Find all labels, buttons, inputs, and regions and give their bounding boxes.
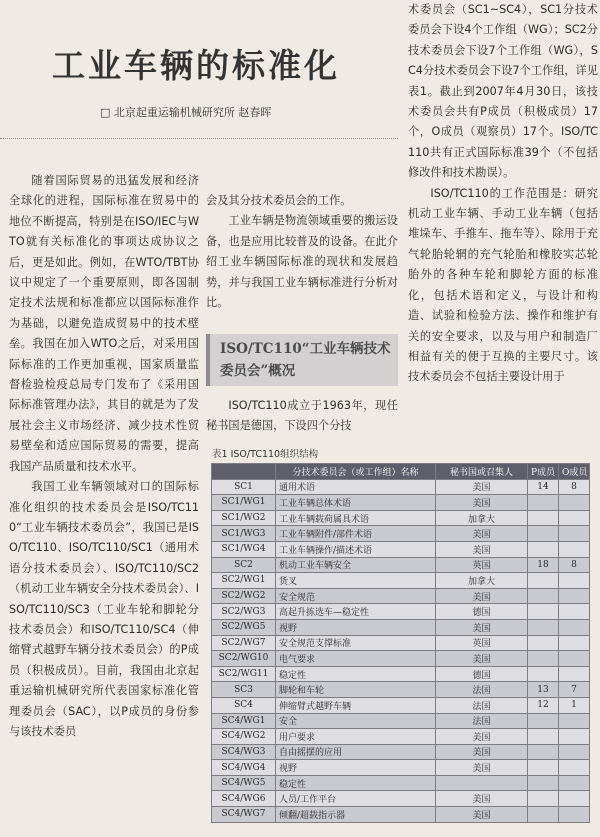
- cell-p-members: [528, 635, 559, 651]
- cell-code: SC2: [212, 557, 276, 573]
- cell-name: 倾翻/超载指示器: [276, 807, 436, 823]
- cell-p-members: [528, 541, 559, 557]
- header-p-members: P成员: [528, 464, 559, 480]
- cell-name: 工业车辆操作/描述术语: [276, 541, 436, 557]
- cell-secretariat: 法国: [436, 682, 528, 698]
- col2-paragraph-1: 会及其分技术委员会的工作。: [206, 194, 352, 207]
- cell-o-members: [559, 744, 590, 760]
- cell-o-members: 8: [559, 557, 590, 573]
- cell-o-members: [559, 573, 590, 589]
- column-3: [408, 0, 598, 388]
- cell-name: 机动工业车辆安全: [276, 557, 436, 573]
- cell-p-members: [528, 713, 559, 729]
- header-divider: [0, 138, 398, 139]
- cell-code: SC2/WG10: [212, 651, 276, 667]
- table-row: [212, 635, 590, 651]
- cell-name: 高起升拣选车—稳定性: [276, 604, 436, 620]
- cell-name: 视野: [276, 760, 436, 776]
- cell-name: 人员/工作平台: [276, 791, 436, 807]
- cell-code: SC4/WG7: [212, 807, 276, 823]
- cell-secretariat: 美国: [436, 791, 528, 807]
- cell-p-members: 13: [528, 682, 559, 698]
- cell-o-members: [559, 619, 590, 635]
- cell-secretariat: 美国: [436, 807, 528, 823]
- cell-code: SC4/WG5: [212, 775, 276, 791]
- table-row: [212, 651, 590, 667]
- cell-secretariat: 美国: [436, 495, 528, 511]
- table-header-row: [212, 464, 590, 480]
- cell-name: 货叉: [276, 573, 436, 589]
- cell-code: SC4/WG2: [212, 729, 276, 745]
- cell-p-members: [528, 651, 559, 667]
- cell-o-members: [559, 651, 590, 667]
- cell-name: 脚轮和车轮: [276, 682, 436, 698]
- table-row: [212, 495, 590, 511]
- cell-name: 通用术语: [276, 479, 436, 495]
- column-2: [206, 191, 398, 313]
- cell-secretariat: 英国: [436, 635, 528, 651]
- cell-o-members: [559, 666, 590, 682]
- cell-secretariat: 美国: [436, 729, 528, 745]
- cell-secretariat: 法国: [436, 697, 528, 713]
- cell-secretariat: 美国: [436, 479, 528, 495]
- cell-name: 自由摇摆的应用: [276, 744, 436, 760]
- table-row: [212, 573, 590, 589]
- cell-code: SC2/WG1: [212, 573, 276, 589]
- table-row: [212, 791, 590, 807]
- cell-secretariat: 德国: [436, 604, 528, 620]
- table-row: [212, 557, 590, 573]
- article-title: 工业车辆的标准化: [52, 46, 340, 85]
- cell-p-members: [528, 526, 559, 542]
- cell-code: SC3: [212, 682, 276, 698]
- cell-secretariat: 英国: [436, 557, 528, 573]
- cell-o-members: [559, 713, 590, 729]
- cell-name: 安全: [276, 713, 436, 729]
- cell-p-members: [528, 791, 559, 807]
- cell-name: 安全规范: [276, 588, 436, 604]
- cell-code: SC1/WG1: [212, 495, 276, 511]
- cell-name: 稳定性: [276, 666, 436, 682]
- cell-p-members: [528, 510, 559, 526]
- org-structure-table: [211, 463, 590, 823]
- table-row: [212, 729, 590, 745]
- table-row: [212, 588, 590, 604]
- table-row: [212, 604, 590, 620]
- cell-secretariat: 德国: [436, 666, 528, 682]
- cell-p-members: 12: [528, 697, 559, 713]
- table-caption: 表1 ISO/TC110组织结构: [212, 449, 319, 460]
- cell-code: SC2/WG7: [212, 635, 276, 651]
- cell-code: SC4: [212, 697, 276, 713]
- cell-o-members: [559, 604, 590, 620]
- cell-p-members: [528, 744, 559, 760]
- section-heading: ISO/TC110“工业车辆技术委员会”概况: [220, 341, 391, 379]
- cell-p-members: [528, 775, 559, 791]
- table-row: [212, 744, 590, 760]
- cell-code: SC2/WG2: [212, 588, 276, 604]
- header-code: [212, 464, 276, 480]
- cell-secretariat: 美国: [436, 541, 528, 557]
- cell-name: 工业车辆载荷属具术语: [276, 510, 436, 526]
- section-heading-bar: [206, 334, 210, 386]
- cell-code: SC4/WG1: [212, 713, 276, 729]
- table-row: [212, 510, 590, 526]
- cell-name: 视野: [276, 619, 436, 635]
- cell-name: 工业车辆附件/部件术语: [276, 526, 436, 542]
- cell-code: SC1: [212, 479, 276, 495]
- cell-p-members: [528, 495, 559, 511]
- table-body: [212, 479, 590, 822]
- header-o-members: O成员: [559, 464, 590, 480]
- cell-p-members: [528, 588, 559, 604]
- cell-o-members: 1: [559, 697, 590, 713]
- header-secretariat: 秘书国或召集人: [436, 464, 528, 480]
- cell-o-members: [559, 526, 590, 542]
- cell-p-members: [528, 604, 559, 620]
- cell-p-members: [528, 729, 559, 745]
- cell-code: SC2/WG3: [212, 604, 276, 620]
- cell-p-members: [528, 573, 559, 589]
- cell-o-members: 7: [559, 682, 590, 698]
- cell-p-members: [528, 760, 559, 776]
- cell-o-members: [559, 588, 590, 604]
- header-name: 分技术委员会（或工作组）名称: [276, 464, 436, 480]
- cell-name: 稳定性: [276, 775, 436, 791]
- cell-o-members: [559, 760, 590, 776]
- table-row: [212, 666, 590, 682]
- cell-o-members: [559, 510, 590, 526]
- cell-code: SC1/WG3: [212, 526, 276, 542]
- table-row: [212, 807, 590, 823]
- cell-name: 工业车辆总体术语: [276, 495, 436, 511]
- cell-o-members: 8: [559, 479, 590, 495]
- cell-secretariat: 美国: [436, 526, 528, 542]
- col2-paragraph-3: ISO/TC110成立于1963年，现任秘书国是德国，下设四个分技: [206, 399, 398, 433]
- cell-o-members: [559, 541, 590, 557]
- cell-secretariat: 美国: [436, 651, 528, 667]
- table-row: [212, 526, 590, 542]
- table-row: [212, 541, 590, 557]
- cell-o-members: [559, 791, 590, 807]
- cell-secretariat: 法国: [436, 713, 528, 729]
- table-row: [212, 760, 590, 776]
- cell-o-members: [559, 775, 590, 791]
- col1-paragraph-2: 我国工业车辆领域对口的国际标准化组织的技术委员会是ISO/TC110“工业车辆技术委员会”，我国已是ISO/TC110、ISO/TC110/SC1（通用术语分技术委员会）、ISO/TC110/SC2（机动工业车辆安全分技术委员会）、ISO/TC110/SC3（工业车轮和脚轮分技术委员会）和ISO/TC110/SC4（伸缩臂式越野车辆分技术委员会）的P成员（积极成员）。目前，我国由北京起重运输机械研究所代表国家标准化管理委员会（SAC），以P成员的身份参与该技术委员: [9, 480, 199, 738]
- cell-code: SC4/WG6: [212, 791, 276, 807]
- cell-name: 电气要求: [276, 651, 436, 667]
- cell-p-members: [528, 807, 559, 823]
- cell-secretariat: 美国: [436, 744, 528, 760]
- table-row: [212, 697, 590, 713]
- col3-paragraph-2: ISO/TC110的工作范围是：研究机动工业车辆、手动工业车辆（包括堆垛车、手推车、拖车等）、除用于充气轮胎轮辋的充气轮胎和橡胶实芯轮胎外的各种车轮和脚轮方面的标准化，包括术语和定义，与设计和构造、试验和检验方法、操作和维护有关的安全要求，以及与用户和制造厂相益有关的便于互换的主要尺寸。该技术委员会不包括主要设计用于: [408, 186, 598, 384]
- cell-name: 安全规范支撑标准: [276, 635, 436, 651]
- cell-p-members: 18: [528, 557, 559, 573]
- cell-o-members: [559, 807, 590, 823]
- cell-p-members: [528, 666, 559, 682]
- table-row: [212, 713, 590, 729]
- cell-name: 伸缩臂式越野车辆: [276, 697, 436, 713]
- cell-secretariat: 加拿大: [436, 510, 528, 526]
- cell-secretariat: 加拿大: [436, 573, 528, 589]
- cell-code: SC2/WG11: [212, 666, 276, 682]
- cell-secretariat: 美国: [436, 588, 528, 604]
- cell-p-members: [528, 619, 559, 635]
- col1-paragraph-1: 随着国际贸易的迅猛发展和经济全球化的进程，国际标准在贸易中的地位不断提高，特别是在ISO/IEC与WTO就有关标准化的事项达成协议之后，更是如此。例如，在WTO/TBT协议中规定了一个重要原则，即各国制定技术法规和标准都应以国际标准作为基础，以避免造成贸易中的技术壁垒。我国在加入WTO之后，对采用国际标准的工作更加重视，国家质量监督检验检疫总局专门发布了《采用国际标准管理办法》，其目的就是为了发展社会主义市场经济、减少技术性贸易壁垒和适应国际贸易的需要，提高我国产品质量和技术水平。: [9, 174, 199, 473]
- cell-name: 用户要求: [276, 729, 436, 745]
- column-2-lower: [206, 396, 398, 437]
- cell-o-members: [559, 495, 590, 511]
- cell-code: SC1/WG4: [212, 541, 276, 557]
- table-row: [212, 479, 590, 495]
- cell-secretariat: 美国: [436, 760, 528, 776]
- cell-secretariat: [436, 775, 528, 791]
- column-1: [9, 171, 199, 742]
- cell-o-members: [559, 729, 590, 745]
- col3-paragraph-1: 术委员会（SC1~SC4），SC1分技术委员会下设4个工作组（WG）；SC2分技术委员会下设7个工作组（WG），SC4分技术委员会下设7个工作组，详见表1。截止到2007年4月30日，该技术委员会共有P成员（积极成员）17个，O成员（观察员）17个。ISO/TC110共有正式国际标准39个（不包括修改件和技术勘误）。: [408, 3, 598, 180]
- table-row: [212, 682, 590, 698]
- cell-code: SC4/WG3: [212, 744, 276, 760]
- cell-code: SC1/WG2: [212, 510, 276, 526]
- col2-paragraph-2: 工业车辆是物流领域重要的搬运设备，也是应用比较普及的设备。在此介绍工业车辆国际标准的现状和发展趋势，并与我国工业车辆标准进行分析对比。: [206, 214, 398, 310]
- cell-o-members: [559, 635, 590, 651]
- cell-p-members: 14: [528, 479, 559, 495]
- cell-code: SC2/WG5: [212, 619, 276, 635]
- table-row: [212, 619, 590, 635]
- author-line: □ 北京起重运输机械研究所 赵春晖: [100, 106, 272, 119]
- section-heading-box: [206, 334, 398, 386]
- cell-secretariat: 美国: [436, 619, 528, 635]
- table-row: [212, 775, 590, 791]
- cell-code: SC4/WG4: [212, 760, 276, 776]
